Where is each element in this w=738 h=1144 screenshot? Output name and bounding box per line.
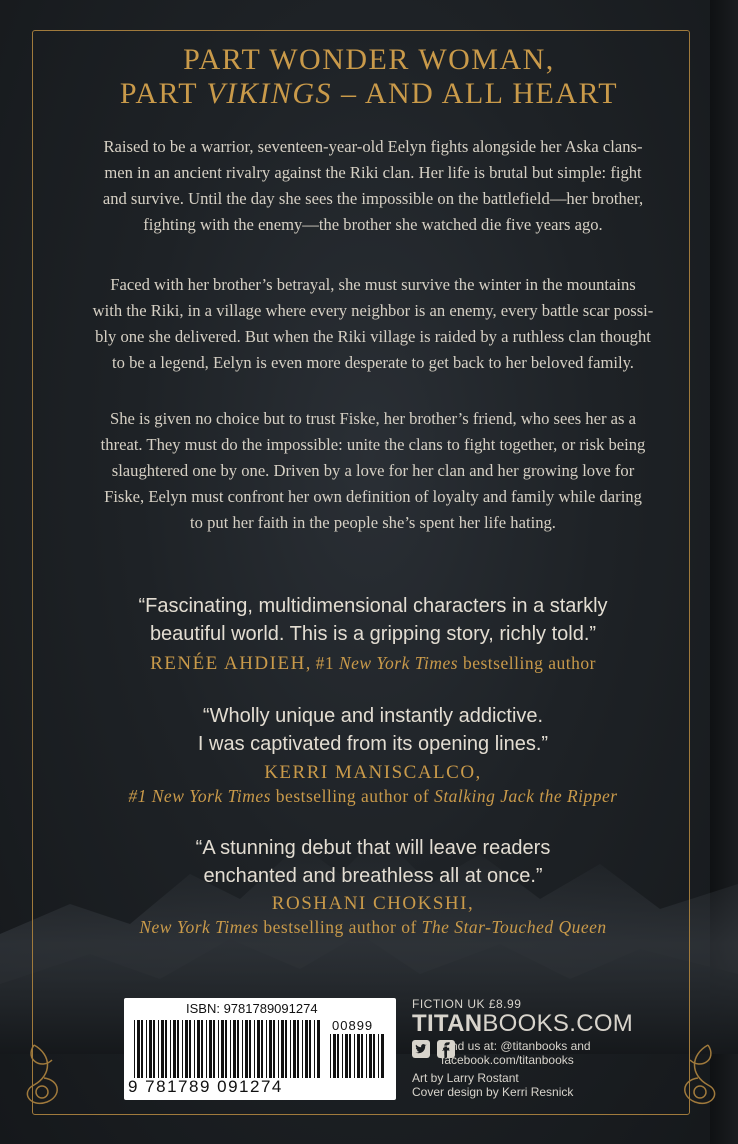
attribution-chokshi-role: New York Times bestselling author of The Star-Touched Queen xyxy=(139,917,607,937)
attribution-maniscalco-name: KERRI MANISCALCO, xyxy=(264,762,482,783)
attribution-maniscalco-role: #1 New York Times bestselling author of Stalking Jack the Ripper xyxy=(128,786,618,806)
art-credit: Art by Larry Rostant xyxy=(412,1071,519,1085)
isbn-barcode-panel xyxy=(124,998,396,1100)
publisher-website: TITANBOOKS.COM xyxy=(412,1010,634,1037)
attribution-ahdieh: RENÉE AHDIEH, #1 New York Times bestselling author xyxy=(150,653,596,674)
ean-barcode xyxy=(134,1020,320,1078)
addon-barcode xyxy=(330,1034,384,1078)
isbn-label: ISBN: 9781789091274 xyxy=(186,1001,318,1016)
social-handles: Find us at: @titanbooks and facebook.com/titanbooks xyxy=(441,1039,591,1067)
price-code: 00899 xyxy=(332,1018,374,1033)
blurb-paragraph-3: She is given no choice but to trust Fiske, her brother’s friend, who sees her as a threat. They must do the impossible: unite the clans to fight together, or risk being slaughtered one by one. Driven by a love for her clan and her growing love for Fiske, Eelyn must confront her own definition of loyalty and family while daring to put her faith in the people she’s spent her life hating. xyxy=(100,409,646,532)
headline-line-1: PART WONDER WOMAN, xyxy=(183,43,555,76)
quote-chokshi: “A stunning debut that will leave readers enchanted and breathless all at once.” xyxy=(195,837,551,887)
blurb-paragraph-2: Faced with her brother’s betrayal, she must survive the winter in the mountains with the Riki, in a village where every neighbor is an enemy, every battle scar possi- bly one she delivered. But when the Riki village is raided by a ruthless clan thought to be a legend, Eelyn is even more desperate to get back to her beloved family. xyxy=(92,275,654,372)
blurb-paragraph-1: Raised to be a warrior, seventeen-year-old Eelyn fights alongside her Aska clans- men in an ancient rivalry against the Riki clan. Her life is brutal but simple: fight and survive. Until the day she sees the impossible on the battlefield—her brother, fighting with the enemy—the brother she watched die five years ago. xyxy=(102,137,644,234)
quote-maniscalco: “Wholly unique and instantly addictive. I was captivated from its opening lines.” xyxy=(197,705,549,755)
twitter-icon xyxy=(412,1040,430,1058)
attribution-chokshi-name: ROSHANI CHOKSHI, xyxy=(271,893,475,914)
quote-ahdieh: “Fascinating, multidimensional characters in a starkly beautiful world. This is a gripping story, richly told.” xyxy=(138,595,608,645)
celtic-knot-right-icon xyxy=(660,1040,720,1110)
isbn-digits: 9 781789 091274 xyxy=(128,1077,283,1096)
category-price: FICTION UK £8.99 xyxy=(412,997,522,1011)
celtic-knot-left-icon xyxy=(22,1040,82,1110)
cover-credits xyxy=(412,1071,573,1099)
design-credit: Cover design by Kerri Resnick xyxy=(412,1085,574,1099)
headline-line-2: PART VIKINGS – AND ALL HEART xyxy=(119,77,619,110)
